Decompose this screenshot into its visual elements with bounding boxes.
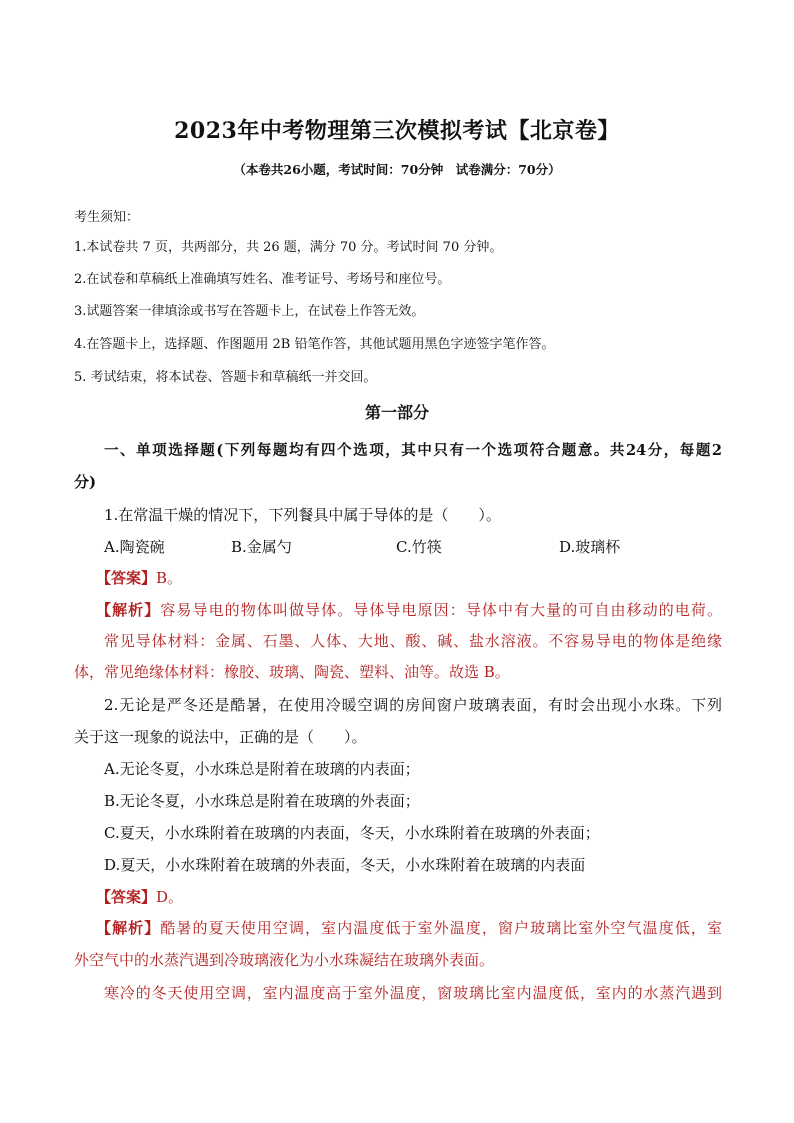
- q2-analysis-text1: 酷暑的夏天使用空调，室内温度低于室外温度，窗户玻璃比室外空气温度低，室: [160, 919, 722, 937]
- part-title: 第一部分: [364, 403, 429, 422]
- q1-analysis-line2: 常见导体材料：金属、石墨、人体、大地、酸、碱、盐水溶液。不容易导电的物体是绝缘: [104, 632, 722, 650]
- q2-option-a: A.无论冬夏，小水珠总是附着在玻璃的内表面；: [104, 760, 420, 778]
- q2-option-b: B.无论冬夏，小水珠总是附着在玻璃的外表面；: [104, 792, 420, 810]
- q1-stem: 1.在常温干燥的情况下，下列餐具中属于导体的是（ ）。: [104, 506, 501, 524]
- q1-answer: [96, 568, 726, 588]
- q2-analysis-line1: [96, 918, 722, 938]
- q2-option-d: D.夏天，小水珠附着在玻璃的外表面，冬天，小水珠附着在玻璃的内表面: [104, 856, 586, 874]
- q1-analysis-label: 【解析】: [96, 601, 161, 619]
- section-heading-line1: 一、单项选择题(下列每题均有四个选项，其中只有一个选项符合题意。共24分，每题2: [104, 442, 722, 459]
- q2-answer: [96, 887, 726, 907]
- notice-heading: 考生须知：: [74, 210, 140, 225]
- q2-option-c: C.夏天，小水珠附着在玻璃的内表面，冬天，小水珠附着在玻璃的外表面；: [104, 824, 600, 842]
- q1-answer-value: B。: [156, 569, 183, 587]
- q1-analysis-line3: 体，常见绝缘体材料：橡胶、玻璃、陶瓷、塑料、油等。故选 B。: [74, 663, 510, 681]
- q1-option-a: A.陶瓷碗: [104, 538, 165, 556]
- q1-answer-label: 【答案】: [96, 569, 157, 587]
- notice-item-1: 1.本试卷共 7 页，共两部分，共 26 题，满分 70 分。考试时间 70 分钟。: [74, 240, 503, 255]
- q2-answer-label: 【答案】: [96, 888, 157, 906]
- q1-analysis-line1: [96, 600, 722, 620]
- notice-item-2: 2.在试卷和草稿纸上准确填写姓名、准考证号、考场号和座位号。: [74, 272, 451, 287]
- notice-item-4: 4.在答题卡上，选择题、作图题用 2B 铅笔作答，其他试题用黑色字迹签字笔作答。: [74, 337, 555, 352]
- q2-analysis-label: 【解析】: [96, 919, 161, 937]
- notice-item-3: 3.试题答案一律填涂或书写在答题卡上，在试卷上作答无效。: [74, 304, 425, 319]
- q1-option-b: B.金属勺: [231, 538, 292, 556]
- q1-option-c: C.竹筷: [396, 538, 442, 556]
- q2-analysis-line2: 外空气中的水蒸汽遇到冷玻璃液化为小水珠凝结在玻璃外表面。: [74, 951, 495, 969]
- q2-analysis-line3: 寒冷的冬天使用空调，室内温度高于室外温度，窗玻璃比室内温度低，室内的水蒸汽遇到: [104, 984, 722, 1002]
- exam-subtitle: （本卷共26小题，考试时间：70分钟 试卷满分：70分）: [233, 162, 561, 177]
- q2-answer-value: D。: [156, 888, 184, 906]
- q1-option-d: D.玻璃杯: [559, 538, 621, 556]
- notice-item-5: 5. 考试结束，将本试卷、答题卡和草稿纸一并交回。: [74, 370, 377, 385]
- q1-analysis-text1: 容易导电的物体叫做导体。导体导电原因：导体中有大量的可自由移动的电荷。: [160, 601, 722, 619]
- q2-stem-line2: 关于这一现象的说法中，正确的是（ ）。: [74, 728, 367, 746]
- section-heading-line2: 分): [74, 473, 97, 491]
- exam-title: 2023年中考物理第三次模拟考试【北京卷】: [174, 118, 620, 144]
- q1-options: [74, 537, 734, 557]
- q2-stem-line1: 2.无论是严冬还是酷暑，在使用冷暖空调的房间窗户玻璃表面，有时会出现小水珠。下列: [104, 696, 722, 714]
